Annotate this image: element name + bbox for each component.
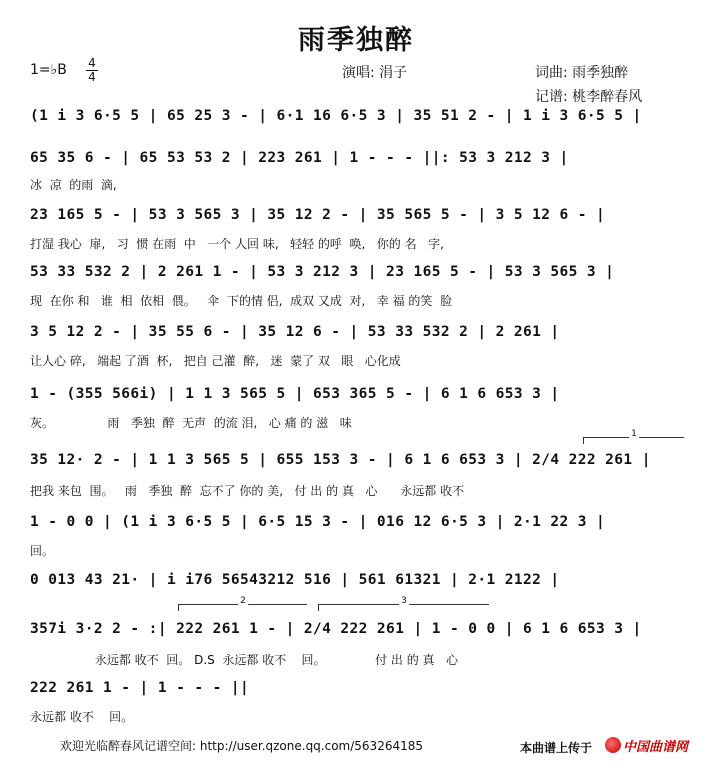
score-row: 1 - (355 566i) | 1 1 3 565 5 | 653 365 5 - | 6 1 6 653 3 | [30, 386, 560, 402]
lyric-row: 现 在你 和 谁 相 依相 偎。 伞 下的情 侣, 成双 又成 对, 幸 福 的笑 脸 [30, 294, 453, 308]
score-row: 23 165 5 - | 53 3 565 3 | 35 12 2 - | 35 565 5 - | 3 5 12 6 - | [30, 207, 606, 223]
volta-bracket-2 [178, 596, 307, 611]
site-logo-icon [605, 737, 621, 753]
lyric-row: 灰。 雨 季独 醉 无声 的流 泪, 心 痛 的 滋 味 [30, 416, 352, 430]
volta-number: 1 [631, 429, 637, 439]
score-row: 357i 3·2 2 - :| 222 261 1 - | 2/4 222 261 | 1 - 0 0 | 6 1 6 653 3 | [30, 621, 642, 637]
volta-number: 3 [401, 596, 407, 606]
score-row: 65 35 6 - | 65 53 53 2 | 223 261 | 1 - - - ||: 53 3 212 3 | [30, 150, 569, 166]
score-row: (1 i 3 6·5 5 | 65 25 3 - | 6·1 16 6·5 3 | 35 51 2 - | 1 i 3 6·5 5 | [30, 108, 642, 124]
lyric-row: 永远都 收不 回。 [30, 710, 134, 724]
volta-bracket-3 [318, 596, 489, 611]
lyric-row: 把我 来包 围。 雨 季独 醉 忘不了 你的 美, 付 出 的 真 心 永远都 收不 [30, 484, 465, 498]
site-logo[interactable] [605, 736, 688, 754]
composer-credit: 词曲: 雨季独醉 [535, 65, 629, 81]
singer-credit: 演唱: 涓子 [342, 65, 408, 81]
key-signature: 1=♭B [30, 62, 67, 78]
volta-bracket-1 [583, 429, 684, 444]
time-sig-bottom: 4 [88, 70, 96, 84]
volta-number: 2 [240, 596, 246, 606]
time-signature [86, 58, 98, 83]
transcriber-credit: 记谱: 桃李醉春风 [535, 89, 643, 105]
score-row: 0 013 43 21· | i i76 56543212 516 | 561 61321 | 2·1 2122 | [30, 572, 560, 588]
score-row: 222 261 1 - | 1 - - - || [30, 680, 250, 696]
score-row: 3 5 12 2 - | 35 55 6 - | 35 12 6 - | 53 33 532 2 | 2 261 | [30, 324, 560, 340]
site-logo-text: 中国曲谱网 [623, 739, 689, 755]
footer-credit: 欢迎光临醉春风记谱空间: http://user.qzone.qq.com/563264185 [60, 739, 424, 753]
lyric-row: 打湿 我心 扉, 习 惯 在雨 中 一个 人回 味, 轻轻 的呼 唤, 你的 名 字, [30, 237, 444, 251]
time-sig-top: 4 [88, 56, 96, 70]
song-title: 雨季独醉 [298, 25, 414, 56]
score-row: 53 33 532 2 | 2 261 1 - | 53 3 212 3 | 23 165 5 - | 53 3 565 3 | [30, 264, 615, 280]
score-row: 35 12· 2 - | 1 1 3 565 5 | 655 153 3 - | 6 1 6 653 3 | 2/4 222 261 | [30, 452, 651, 468]
footer-upload-note: 本曲谱上传于 [520, 741, 593, 755]
score-row: 1 - 0 0 | (1 i 3 6·5 5 | 6·5 15 3 - | 016 12 6·5 3 | 2·1 22 3 | [30, 514, 606, 530]
lyric-row: 回。 [30, 544, 55, 558]
lyric-row: 永远都 收不 回。 D.S 永远都 收不 回。 付 出 的 真 心 [30, 653, 458, 667]
lyric-row: 让人心 碎, 端起 了酒 杯, 把自 己灌 醉, 迷 蒙了 双 眼 心化成 [30, 354, 401, 368]
lyric-row: 冰 凉 的雨 滴, [30, 178, 117, 192]
